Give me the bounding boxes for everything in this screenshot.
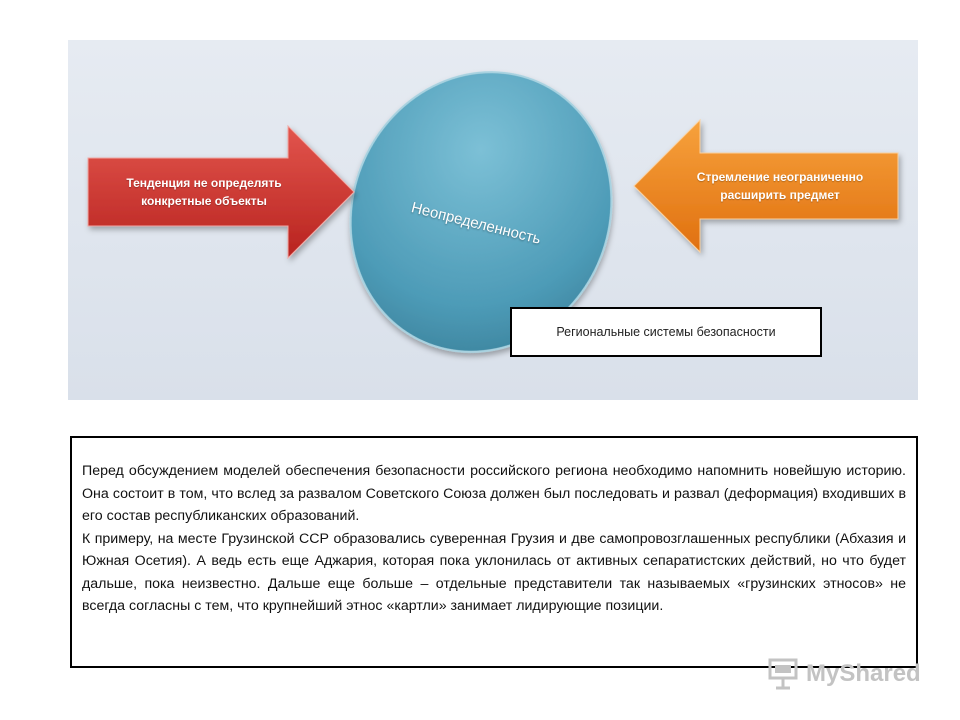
right-arrow-label: Стремление неограниченно расширить предмет bbox=[696, 170, 864, 202]
paragraph-2: К примеру, на месте Грузинской ССР образовались суверенная Грузия и две самопровозглашенных республики (Абхазия и Южная Осетия). А ведь есть еще Аджария, которая пока уклонилась от активных сепаратистских действий, но что будет дальше, пока неизвестно. Дальше еще больше – отдельные представители так называемых «грузинских этносов» не всегда согласны с тем, что крупнейший этнос «картли» занимает лидирующие позиции. bbox=[82, 530, 906, 614]
watermark-logo bbox=[766, 656, 921, 692]
left-arrow-label: Тенденция не определять конкретные объекты bbox=[126, 176, 282, 208]
regional-security-box bbox=[510, 307, 822, 357]
uncertainty-label: Неопределенность bbox=[409, 199, 543, 248]
paragraph-1: Перед обсуждением моделей обеспечения безопасности российского региона необходимо напомнить новейшую историю. Она состоит в том, что вслед за развалом Советского Союза должен был последовать и развал (деформация) входивших в его состав республиканских образований. bbox=[82, 463, 906, 524]
watermark-text: MyShared bbox=[806, 660, 921, 687]
diagram-panel bbox=[68, 40, 918, 400]
presentation-board-icon bbox=[766, 658, 800, 690]
regional-security-label: Региональные системы безопасности bbox=[556, 325, 776, 339]
text-block bbox=[70, 436, 918, 668]
